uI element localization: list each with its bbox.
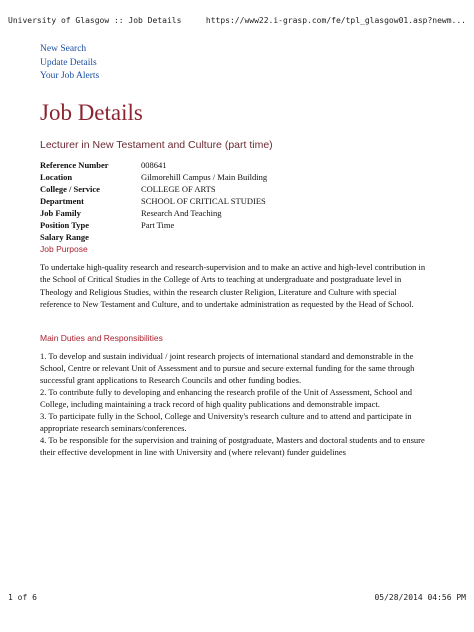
job-title: Lecturer in New Testament and Culture (part time) bbox=[40, 138, 273, 151]
print-datetime: 05/28/2014 04:56 PM bbox=[374, 593, 466, 602]
salary-range-label: Salary Range bbox=[40, 231, 89, 242]
location-value: Gilmorehill Campus / Main Building bbox=[141, 171, 268, 182]
reference-number-value: 008641 bbox=[141, 159, 167, 170]
print-footer bbox=[8, 593, 466, 602]
college-label: College / Service bbox=[40, 183, 100, 194]
page-title: Job Details bbox=[40, 99, 143, 125]
duty-item: 3. To participate fully in the School, College and University's research culture and to attend and participate in appropriate research seminars/conferences. bbox=[40, 410, 412, 433]
table-row bbox=[40, 159, 267, 171]
job-details-table bbox=[40, 159, 267, 243]
table-row bbox=[40, 195, 267, 207]
print-header bbox=[8, 16, 466, 25]
job-purpose-text: To undertake high-quality research and research-supervision and to make an active and high-level contribution in the School of Critical Studies in the College of Arts to teaching at undergraduate and postgraduate level in Theology and Religious Studies, within the research cluster Religion, Literature and Culture with special reference to New Testament and Culture, and to undertake administration as requested by the Head of School. bbox=[40, 261, 426, 309]
table-row bbox=[40, 183, 267, 195]
duty-item: 1. To develop and sustain individual / joint research projects of international standard and demonstrable in the School, Centre or relevant Unit of Assessment and to pursue and secure external funding for the same through successful grant applications to Research Councils and other funding bodies. bbox=[40, 350, 415, 385]
position-type-label: Position Type bbox=[40, 219, 90, 230]
department-value: SCHOOL OF CRITICAL STUDIES bbox=[141, 195, 266, 206]
duty-item: 2. To contribute fully to developing and enhancing the research profile of the Unit of Assessment, School and College, including maintaining a track record of high quality publications and demonstrable impact. bbox=[40, 386, 412, 409]
print-page-title: University of Glasgow :: Job Details bbox=[8, 16, 182, 25]
main-duties-heading: Main Duties and Responsibilities bbox=[40, 332, 163, 343]
table-row bbox=[40, 231, 267, 243]
job-purpose-heading: Job Purpose bbox=[40, 243, 88, 254]
page-number: 1 of 6 bbox=[8, 593, 37, 602]
table-row bbox=[40, 171, 267, 183]
table-row bbox=[40, 207, 267, 219]
salary-range-value bbox=[141, 231, 267, 243]
update-details-link[interactable]: Update Details bbox=[40, 57, 97, 68]
job-family-label: Job Family bbox=[40, 207, 81, 218]
position-type-value: Part Time bbox=[141, 219, 175, 230]
job-alerts-link[interactable]: Your Job Alerts bbox=[40, 71, 100, 81]
main-content bbox=[40, 43, 440, 458]
location-label: Location bbox=[40, 171, 73, 182]
top-nav bbox=[40, 43, 440, 84]
duty-item: 4. To be responsible for the supervision and training of postgraduate, Masters and doctoral students and to ensure their effective development in line with University and (where relevant) funder guidelines bbox=[40, 434, 425, 457]
new-search-link[interactable]: New Search bbox=[40, 44, 87, 54]
department-label: Department bbox=[40, 195, 84, 206]
reference-number-label: Reference Number bbox=[40, 159, 109, 170]
print-url: https://www22.i-grasp.com/fe/tpl_glasgow01.asp?newm... bbox=[205, 16, 466, 25]
job-family-value: Research And Teaching bbox=[141, 207, 222, 218]
table-row bbox=[40, 219, 267, 231]
college-value: COLLEGE OF ARTS bbox=[141, 183, 216, 194]
